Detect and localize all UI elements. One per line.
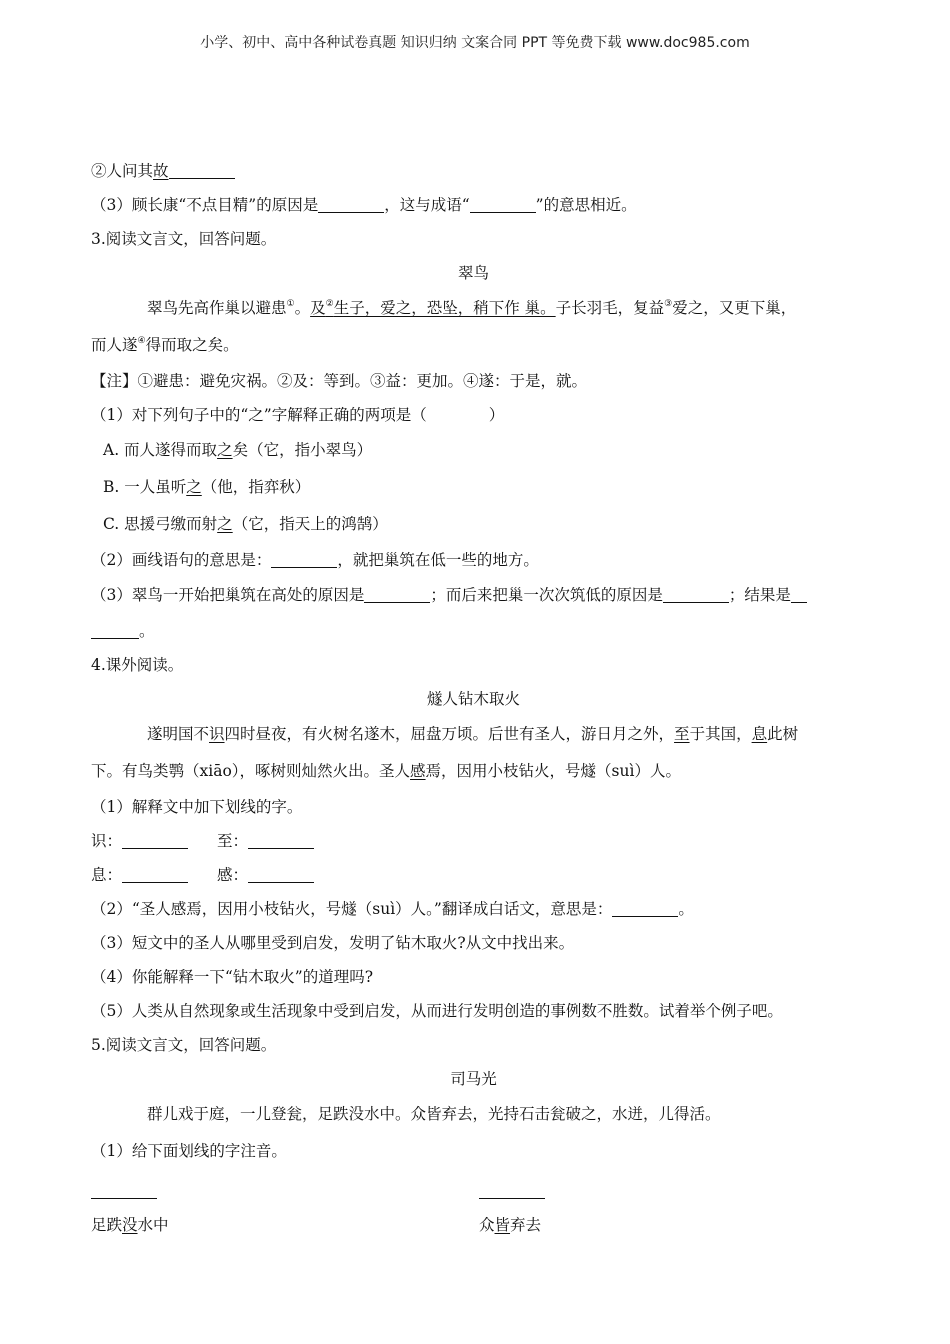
q4-title: 燧人钻木取火	[426, 690, 520, 708]
word-text: 众	[479, 1216, 495, 1234]
q5-passage: 群儿戏于庭，一儿登瓮，足跌没水中。众皆弃去，光持石击瓮破之，水迸，儿得活。	[147, 1105, 721, 1123]
q3-option-c	[91, 506, 856, 543]
answer-blank[interactable]	[318, 194, 384, 213]
answer-blank[interactable]	[791, 584, 807, 603]
q3-sub3-text: （3）翠鸟一开始把巢筑在高处的原因是	[91, 586, 365, 604]
key-label: 至：	[217, 832, 249, 850]
passage-text: 爱之，又更下巢，	[672, 299, 797, 317]
passage-text: 得而取之矣。	[145, 336, 239, 354]
key-label: 息：	[91, 866, 123, 884]
q3-sub3	[91, 577, 856, 614]
word-text: 水中	[137, 1216, 169, 1234]
q5-word-1	[91, 1208, 169, 1242]
passage-text: 四时昼夜，有火树名遂木，屈盘万顷。后世有圣人，游日月之外，	[224, 725, 675, 743]
option-underlined: 之	[217, 515, 233, 533]
word-text: 足跌	[91, 1216, 123, 1234]
underlined-char: 感	[410, 762, 426, 780]
passage-text: 下。有鸟类鹗（xiāo），啄树则灿然火出。圣人	[91, 762, 411, 780]
key-label: 识：	[91, 832, 123, 850]
answer-blank[interactable]	[364, 584, 430, 603]
q2-sub3-text: （3）顾长康“不点目精”的原因是	[91, 196, 319, 214]
q4-passage-line2	[91, 753, 856, 790]
q5-word-2	[479, 1208, 541, 1242]
underlined-char: 识	[209, 725, 225, 743]
q2-sub2-underlined: 故	[153, 162, 169, 180]
option-underlined: 之	[186, 478, 202, 496]
q3-note: 【注】①避患：避免灾祸。②及：等到。③益：更加。④遂：于是，就。	[91, 372, 588, 390]
option-text: （它，指天上的鸿鹄）	[232, 515, 388, 533]
q4-passage-line1	[91, 716, 856, 753]
q3-heading: 3.阅读文言文，回答问题。	[91, 230, 277, 248]
q2-sub2	[91, 154, 856, 188]
q3-sub2-text: ，就把巢筑在低一些的地方。	[337, 551, 539, 569]
answer-blank[interactable]	[248, 830, 314, 849]
answer-blank[interactable]	[470, 194, 536, 213]
q2-sub2-text: ②人问其	[91, 162, 154, 180]
option-text: B. 一人虽听	[103, 478, 187, 496]
answer-blank[interactable]	[169, 160, 235, 179]
option-text: 矣（它，指小翠鸟）	[232, 441, 373, 459]
passage-text: 焉，因用小枝钻火，号燧（suì）人。	[425, 762, 681, 780]
note-marker: ③	[664, 299, 673, 309]
q4-keys-row1	[91, 824, 856, 858]
passage-text: 子长羽毛，复益	[555, 299, 665, 317]
q3-passage-line2	[91, 327, 856, 364]
passage-text: 。	[294, 299, 311, 317]
note-marker: ②	[325, 299, 334, 309]
answer-blank[interactable]	[122, 830, 188, 849]
q4-sub2-text: （2）“圣人感焉，因用小枝钻火，号燧（suì）人。”翻译成白话文，意思是：	[91, 900, 613, 918]
q3-passage-line1	[91, 290, 856, 327]
option-text: （他，指弈秋）	[201, 478, 311, 496]
q5-sub1: （1）给下面划线的字注音。	[91, 1142, 287, 1160]
q5-pinyin-row	[91, 1170, 856, 1242]
q2-sub3	[91, 188, 856, 222]
q3-sub3-end: 。	[139, 622, 155, 640]
word-text: 弃去	[510, 1216, 542, 1234]
q4-sub2	[91, 892, 856, 926]
answer-blank[interactable]	[248, 864, 314, 883]
note-marker: ①	[286, 299, 295, 309]
pinyin-blank[interactable]	[479, 1180, 545, 1199]
passage-text: 翠鸟先高作巢以避患	[147, 299, 287, 317]
page-header: 小学、初中、高中各种试卷真题 知识归纳 文案合同 PPT 等免费下载 www.doc985.com	[200, 35, 750, 51]
passage-text: 及	[310, 299, 326, 317]
note-marker: ④	[137, 336, 146, 346]
passage-text: 而人遂	[91, 336, 138, 354]
q4-sub5: （5）人类从自然现象或生活现象中受到启发，从而进行发明创造的事例数不胜数。试着举个例子吧。	[91, 1002, 783, 1020]
answer-blank[interactable]	[663, 584, 729, 603]
passage-text: 生子，爱之，恐坠，稍下作 巢。	[333, 299, 556, 317]
q3-sub3-cont	[91, 614, 856, 648]
option-text: A. 而人遂得而取	[103, 441, 218, 459]
q4-keys-row2	[91, 858, 856, 892]
q4-sub1: （1）解释文中加下划线的字。	[91, 798, 303, 816]
answer-blank[interactable]	[91, 620, 139, 639]
option-text: C. 思援弓缴而射	[103, 515, 218, 533]
q5-heading: 5.阅读文言文，回答问题。	[91, 1036, 277, 1054]
key-label: 感：	[217, 866, 249, 884]
q3-sub2	[91, 543, 856, 577]
pinyin-blank[interactable]	[91, 1180, 157, 1199]
document-body	[91, 154, 856, 1242]
q2-sub3-text: ”的意思相近。	[535, 196, 637, 214]
answer-blank[interactable]	[271, 549, 337, 568]
q3-title: 翠鸟	[457, 264, 489, 282]
q3-sub2-text: （2）画线语句的意思是：	[91, 551, 272, 569]
underlined-char: 没	[122, 1216, 138, 1234]
q4-heading: 4.课外阅读。	[91, 656, 184, 674]
key-group	[217, 858, 314, 892]
q4-sub3: （3）短文中的圣人从哪里受到启发，发明了钻木取火?从文中找出来。	[91, 934, 575, 952]
key-group	[217, 824, 314, 858]
passage-text: 于其国，	[689, 725, 752, 743]
underlined-sentence	[310, 299, 556, 317]
q4-sub2-end: 。	[678, 900, 694, 918]
answer-blank[interactable]	[612, 898, 678, 917]
underlined-char: 至	[674, 725, 690, 743]
q3-sub3-text: ；结果是	[728, 586, 791, 604]
q2-sub3-text: ，这与成语“	[384, 196, 470, 214]
passage-text: 此树	[767, 725, 799, 743]
q3-sub1-end: ）	[488, 406, 505, 424]
answer-blank[interactable]	[122, 864, 188, 883]
passage-text: 遂明国不	[147, 725, 210, 743]
q3-sub1-text: （1）对下列句子中的“之”字解释正确的两项是（	[91, 406, 427, 424]
q4-sub4: （4）你能解释一下“钻木取火”的道理吗?	[91, 968, 374, 986]
option-underlined: 之	[217, 441, 233, 459]
q3-sub1	[91, 398, 856, 432]
q3-option-a	[91, 432, 856, 469]
underlined-char: 息	[751, 725, 768, 743]
q5-title: 司马光	[450, 1070, 497, 1088]
underlined-char: 皆	[494, 1216, 511, 1234]
q3-sub3-text: ；而后来把巢一次次筑低的原因是	[430, 586, 663, 604]
q3-option-b	[91, 469, 856, 506]
